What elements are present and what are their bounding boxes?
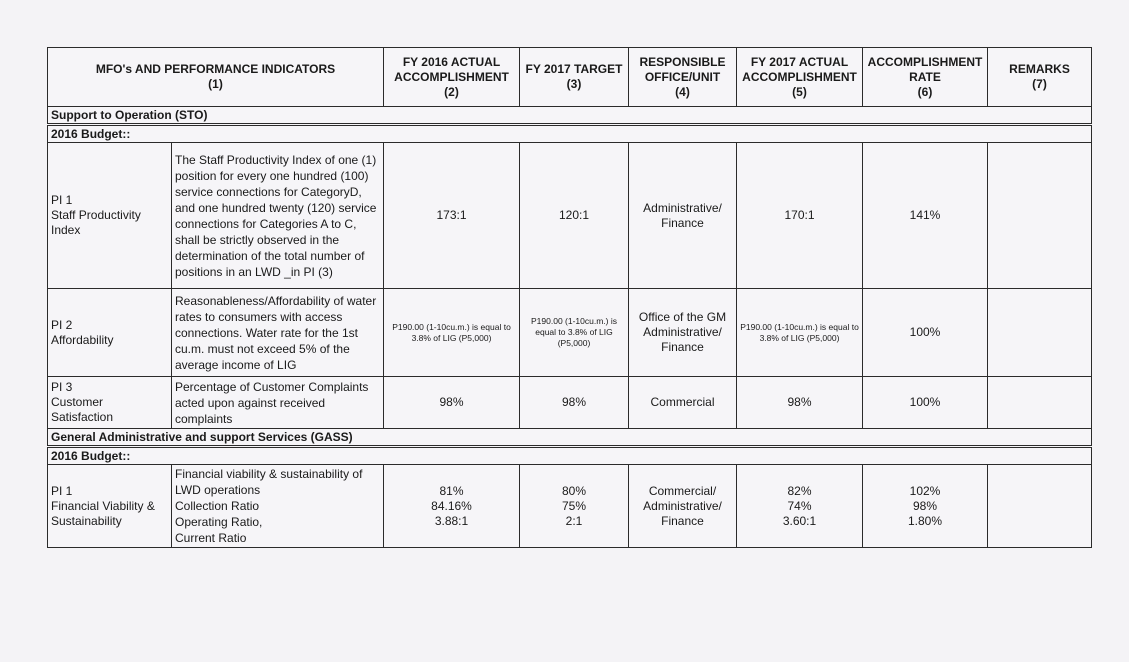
rate-cell: 141%	[863, 143, 988, 289]
remarks-cell	[988, 289, 1092, 377]
description-cell: Reasonableness/Affordability of water rates to consumers with access connections. Water rate for the 1st cu.m. must not exceed 5% of the average income of LIG	[172, 289, 384, 377]
rate-cell: 100%	[863, 289, 988, 377]
description-cell: Financial viability & sustainability of LWD operations Collection Ratio Operating Ratio, Current Ratio	[172, 465, 384, 548]
pi-cell: PI 1 Financial Viability & Sustainability	[48, 465, 172, 548]
office-cell: Administrative/ Finance	[629, 143, 737, 289]
performance-table	[47, 47, 1092, 548]
description-cell: Percentage of Customer Complaints acted upon against received complaints	[172, 377, 384, 429]
header-remarks: REMARKS (7)	[988, 48, 1092, 107]
header-office: RESPONSIBLE OFFICE/UNIT (4)	[629, 48, 737, 107]
table-row	[48, 143, 1092, 289]
remarks-cell	[988, 377, 1092, 429]
header-fy2016: FY 2016 ACTUAL ACCOMPLISHMENT (2)	[384, 48, 520, 107]
remarks-cell	[988, 143, 1092, 289]
table-row	[48, 465, 1092, 548]
fy2017-actual-cell: 170:1	[737, 143, 863, 289]
section-gass: General Administrative and support Services (GASS)	[48, 429, 1092, 447]
fy2017-target-cell: P190.00 (1-10cu.m.) is equal to 3.8% of LIG (P5,000)	[520, 289, 629, 377]
fy2017-target-cell: 80% 75% 2:1	[520, 465, 629, 548]
header-fy2017-actual: FY 2017 ACTUAL ACCOMPLISHMENT (5)	[737, 48, 863, 107]
table-row	[48, 289, 1092, 377]
fy2017-actual-cell: P190.00 (1-10cu.m.) is equal to 3.8% of LIG (P5,000)	[737, 289, 863, 377]
header-row	[48, 48, 1092, 107]
header-rate: ACCOMPLISHMENT RATE (6)	[863, 48, 988, 107]
fy2017-actual-cell: 98%	[737, 377, 863, 429]
rate-cell: 100%	[863, 377, 988, 429]
fy2017-target-cell: 120:1	[520, 143, 629, 289]
pi-cell: PI 1 Staff Productivity Index	[48, 143, 172, 289]
header-fy2017-target: FY 2017 TARGET (3)	[520, 48, 629, 107]
section-gass-budget: 2016 Budget::	[48, 447, 1092, 465]
fy2017-target-cell: 98%	[520, 377, 629, 429]
remarks-cell	[988, 465, 1092, 548]
fy2016-cell: 81% 84.16% 3.88:1	[384, 465, 520, 548]
description-cell: The Staff Productivity Index of one (1) position for every one hundred (100) service connections for CategoryD, and one hundred twenty (120) service connections for Categories A to C, shall be strictly observed in the determination of the total number of positions in an LWD _in PI (3)	[172, 143, 384, 289]
section-sto: Support to Operation (STO)	[48, 107, 1092, 125]
office-cell: Commercial/ Administrative/ Finance	[629, 465, 737, 548]
fy2016-cell: 98%	[384, 377, 520, 429]
office-cell: Commercial	[629, 377, 737, 429]
fy2017-actual-cell: 82% 74% 3.60:1	[737, 465, 863, 548]
office-cell: Office of the GM Administrative/ Finance	[629, 289, 737, 377]
pi-cell: PI 2 Affordability	[48, 289, 172, 377]
fy2016-cell: P190.00 (1-10cu.m.) is equal to 3.8% of LIG (P5,000)	[384, 289, 520, 377]
header-mfo: MFO's AND PERFORMANCE INDICATORS (1)	[48, 48, 384, 107]
fy2016-cell: 173:1	[384, 143, 520, 289]
section-sto-budget: 2016 Budget::	[48, 125, 1092, 143]
pi-cell: PI 3 Customer Satisfaction	[48, 377, 172, 429]
table-row	[48, 377, 1092, 429]
rate-cell: 102% 98% 1.80%	[863, 465, 988, 548]
